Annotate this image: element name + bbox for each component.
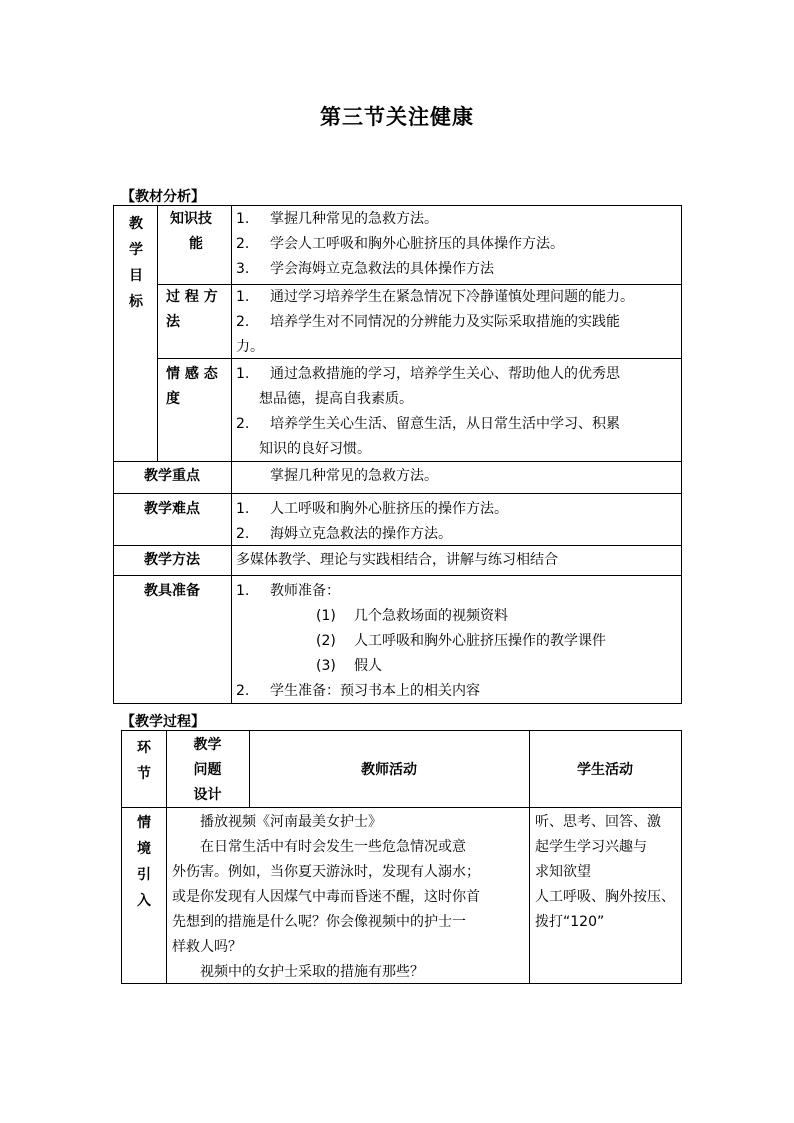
list-item: 1. 掌握几种常见的急救方法。 — [236, 211, 438, 227]
teacher-activity-text: 播放视频《河南最美女护士》 在日常生活中有时会发生一些危急情况或意 外伤害。例如，当你夏天游泳时，发现有人溺水； 或是你发现有人因煤气中毒而昏迷不醒，这时你首 先想到的措施是什么呢？你会像视频中的护士一 样救人吗？ 视频中的女护士采取的措施有那些？ — [172, 814, 480, 980]
list-item-continuation: 知识的良好习惯。 — [259, 441, 371, 457]
knowledge-list — [236, 207, 564, 282]
list-item: 2. 培养学生关心生活、留意生活，从日常生活中学习、积累 — [236, 416, 620, 432]
list-item-continuation: 力。 — [236, 339, 264, 355]
table1-divider-objectives — [157, 205, 158, 461]
list-item: 1. 通过急救措施的学习，培养学生关心、帮助他人的优秀思 — [236, 366, 620, 382]
difficulty-label: 教学难点 — [144, 501, 200, 517]
header-teacher-activity: 教师活动 — [361, 762, 417, 778]
list-item: 2. 学生准备：预习书本上的相关内容 — [236, 683, 480, 699]
row-link-intro: 情 境 引 入 — [137, 815, 151, 909]
objectives-label-char: 标 — [129, 294, 143, 310]
student-activity-text: 听、思考、回答、激 起学生学习兴趣与 求知欲望 人工呼吸、胸外按压、 拨打“120” — [535, 814, 675, 930]
list-item: 3. 学会海姆立克急救法的具体操作方法 — [236, 261, 494, 277]
table1-border-right — [681, 205, 682, 704]
list-item: 2. 海姆立克急救法的操作方法。 — [236, 526, 452, 542]
tools-list — [236, 579, 606, 704]
method-label: 教学方法 — [144, 552, 200, 568]
table1-border-top — [113, 205, 682, 206]
objectives-label — [123, 211, 149, 315]
page-title: 第三节关注健康 — [320, 105, 474, 129]
table1-border-left — [113, 205, 114, 704]
process-method-label: 过 程 方 法 — [166, 289, 218, 330]
emotion-attitude-list — [236, 362, 620, 462]
objectives-label-char: 教 — [129, 216, 143, 232]
header-student-activity: 学生活动 — [577, 762, 633, 778]
list-item: 2. 培养学生对不同情况的分辨能力及实际采取措施的实践能 — [236, 314, 620, 330]
sub-list-item: (1) 几个急救场面的视频资料 — [316, 608, 508, 624]
objectives-label-char: 目 — [129, 268, 143, 284]
process-method-list — [236, 285, 634, 360]
sub-list-item: (2) 人工呼吸和胸外心脏挤压操作的教学课件 — [316, 633, 606, 649]
key-point-text: 掌握几种常见的急救方法。 — [270, 468, 438, 484]
table2-border-left — [121, 730, 122, 984]
table1-row-line — [113, 575, 682, 576]
key-point-label: 教学重点 — [144, 468, 200, 484]
list-item: 1. 人工呼吸和胸外心脏挤压的操作方法。 — [236, 501, 508, 517]
header-link: 环 节 — [137, 740, 151, 782]
list-item: 1. 通过学习培养学生在紧急情况下冷静谨慎处理问题的能力。 — [236, 289, 634, 305]
table1-divider-main — [231, 205, 232, 704]
table1-row-line — [113, 493, 682, 494]
table2-border-top — [121, 730, 682, 731]
difficulty-list — [236, 497, 508, 547]
tools-label: 教具准备 — [144, 583, 200, 599]
objectives-label-char: 学 — [129, 242, 143, 258]
section-heading-analysis: 【教材分析】 — [121, 189, 205, 205]
emotion-attitude-label: 情 感 态 度 — [166, 366, 218, 407]
list-item-continuation: 想品德，提高自我素质。 — [259, 391, 413, 407]
header-question-design: 教学 问题 设计 — [193, 737, 222, 803]
table2-border-right — [681, 730, 682, 984]
method-text: 多媒体教学、理论与实践相结合，讲解与练习相结合 — [236, 552, 558, 568]
sub-list-item: (3) 假人 — [316, 658, 382, 674]
list-item: 2. 学会人工呼吸和胸外心脏挤压的具体操作方法。 — [236, 236, 564, 252]
list-item: 1. 教师准备： — [236, 583, 340, 599]
section-heading-process: 【教学过程】 — [121, 714, 205, 730]
knowledge-label: 知识技 能 — [170, 211, 212, 252]
